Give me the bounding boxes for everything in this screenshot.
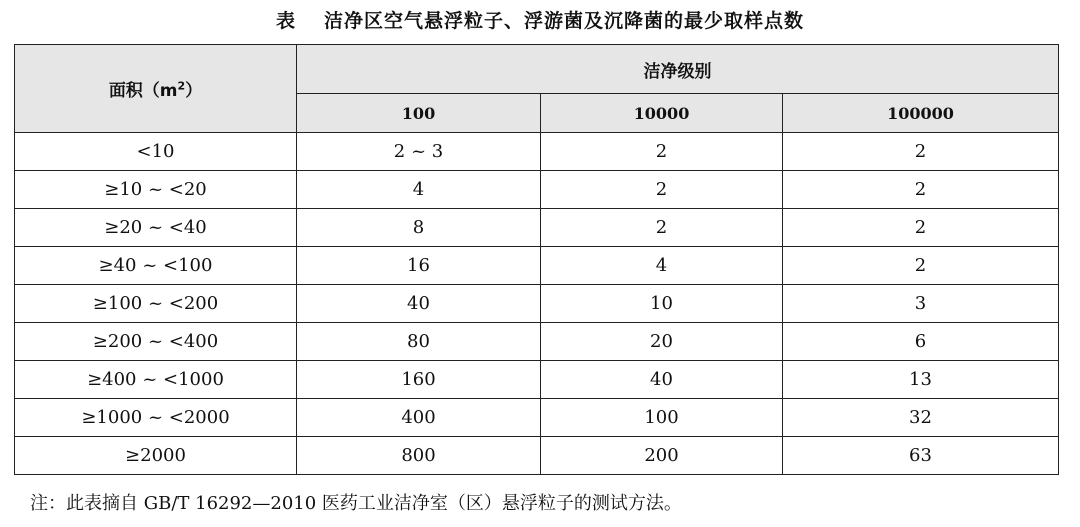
value-cell-10000: 20	[541, 323, 783, 361]
table-row	[15, 247, 1059, 285]
value-cell-100: 80	[297, 323, 541, 361]
level-header-100000: 100000	[783, 94, 1059, 133]
value-cell-100000: 2	[783, 133, 1059, 171]
cleanliness-level-header: 洁净级别	[297, 45, 1059, 94]
level-header-100: 100	[297, 94, 541, 133]
value-cell-10000: 40	[541, 361, 783, 399]
area-cell: ≥10 ~ <20	[15, 171, 297, 209]
value-cell-10000: 2	[541, 171, 783, 209]
value-cell-10000: 2	[541, 209, 783, 247]
value-cell-100: 4	[297, 171, 541, 209]
value-cell-100: 8	[297, 209, 541, 247]
value-cell-100: 800	[297, 437, 541, 475]
value-cell-100000: 2	[783, 171, 1059, 209]
value-cell-100000: 3	[783, 285, 1059, 323]
table-row	[15, 171, 1059, 209]
value-cell-100000: 13	[783, 361, 1059, 399]
table-title	[0, 6, 1080, 33]
value-cell-100000: 32	[783, 399, 1059, 437]
area-cell: ≥40 ~ <100	[15, 247, 297, 285]
value-cell-100000: 2	[783, 209, 1059, 247]
value-cell-100: 2 ~ 3	[297, 133, 541, 171]
table-title-prefix: 表	[275, 10, 296, 32]
table-title-text: 洁净区空气悬浮粒子、浮游菌及沉降菌的最少取样点数	[324, 10, 805, 32]
value-cell-100: 16	[297, 247, 541, 285]
area-header: 面积$(m^2)$	[15, 45, 297, 133]
sampling-points-table	[14, 44, 1059, 475]
area-cell: ≥400 ~ <1000	[15, 361, 297, 399]
area-cell: ≥20 ~ <40	[15, 209, 297, 247]
value-cell-10000: 10	[541, 285, 783, 323]
value-cell-10000: 100	[541, 399, 783, 437]
value-cell-100: 400	[297, 399, 541, 437]
value-cell-10000: 200	[541, 437, 783, 475]
table-row	[15, 209, 1059, 247]
value-cell-100000: 2	[783, 247, 1059, 285]
value-cell-100000: 63	[783, 437, 1059, 475]
table-row	[15, 399, 1059, 437]
value-cell-100: 160	[297, 361, 541, 399]
table-row	[15, 133, 1059, 171]
value-cell-10000: 2	[541, 133, 783, 171]
table-row	[15, 437, 1059, 475]
area-cell: ≥1000 ~ <2000	[15, 399, 297, 437]
value-cell-100: 40	[297, 285, 541, 323]
table-row	[15, 285, 1059, 323]
area-cell: <10	[15, 133, 297, 171]
area-cell: ≥200 ~ <400	[15, 323, 297, 361]
value-cell-100000: 6	[783, 323, 1059, 361]
table-row	[15, 361, 1059, 399]
area-cell: ≥2000	[15, 437, 297, 475]
level-header-10000: 10000	[541, 94, 783, 133]
table-row	[15, 323, 1059, 361]
value-cell-10000: 4	[541, 247, 783, 285]
table-footnote: 注：此表摘自 GB/T 16292—2010 医药工业洁净室（区）悬浮粒子的测试方法。	[30, 493, 682, 514]
area-cell: ≥100 ~ <200	[15, 285, 297, 323]
